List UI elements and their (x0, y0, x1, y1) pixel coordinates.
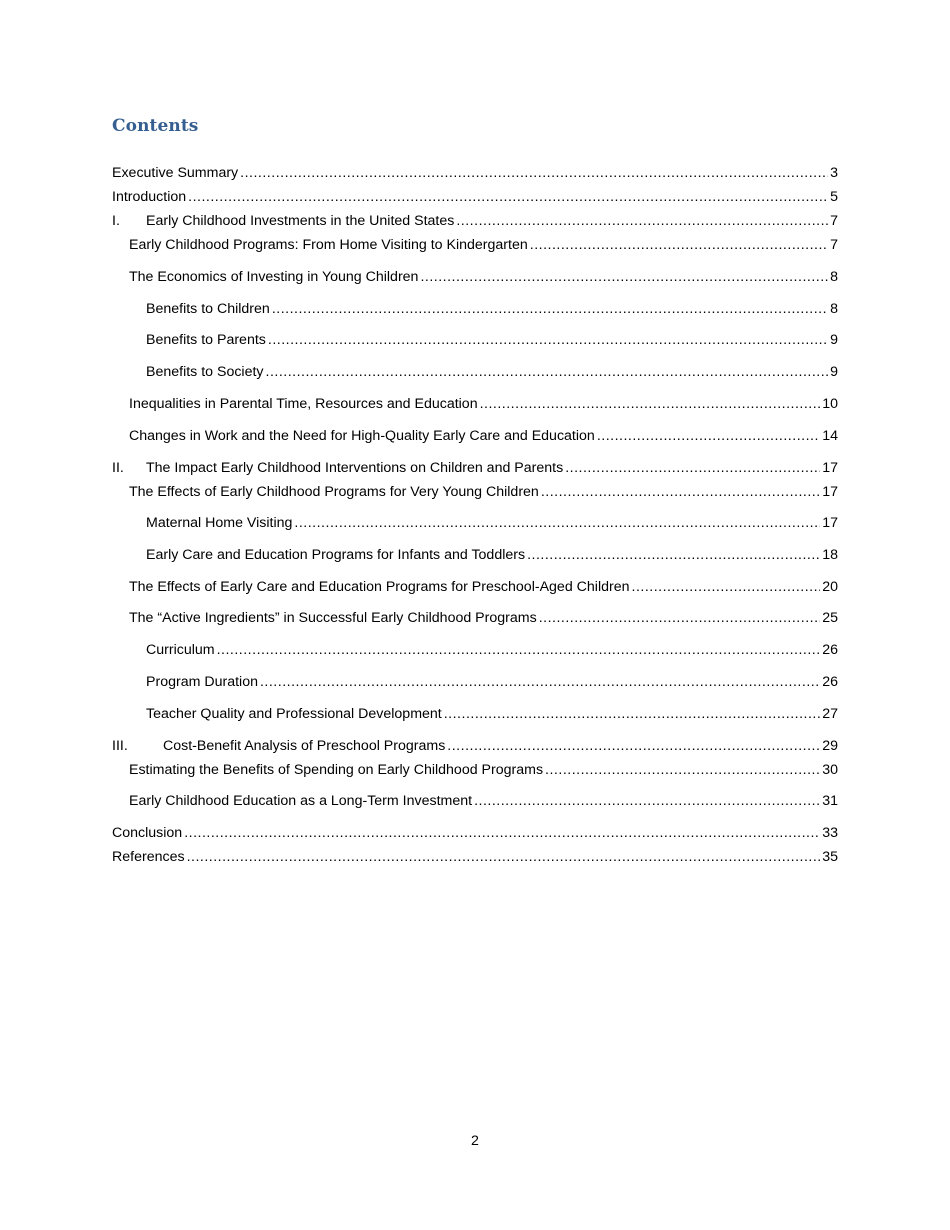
toc-entry-title: Introduction (112, 189, 187, 205)
toc-page-number: 7 (830, 237, 838, 253)
toc-entry-title: Maternal Home Visiting (146, 515, 293, 531)
toc-entry-title: Cost-Benefit Analysis of Preschool Programs (163, 738, 446, 754)
toc-leader-dots (187, 847, 821, 867)
toc-page-number: 5 (830, 189, 838, 205)
toc-entry-title: Executive Summary (112, 165, 239, 181)
toc-entry-economics-of-investing[interactable] (129, 267, 838, 287)
toc-entry-preschool-aged-children[interactable] (129, 577, 838, 597)
toc-entry-maternal-home-visiting[interactable] (146, 513, 838, 533)
toc-entry-active-ingredients[interactable] (129, 608, 838, 628)
toc-entry-title: Teacher Quality and Professional Development (146, 706, 442, 722)
toc-entry-title: Inequalities in Parental Time, Resources and Education (129, 396, 478, 412)
toc-leader-dots (530, 235, 828, 255)
toc-leader-dots (447, 736, 820, 756)
toc-page-number: 8 (830, 301, 838, 317)
toc-entry-executive-summary[interactable] (112, 163, 838, 183)
toc-page-number: 35 (822, 849, 838, 865)
toc-page-number: 17 (822, 515, 838, 531)
toc-entry-title: Early Childhood Investments in the United States (146, 213, 455, 229)
toc-entry-program-duration[interactable] (146, 672, 838, 692)
toc-page-number: 29 (822, 738, 838, 754)
toc-page-number: 31 (822, 793, 838, 809)
toc-entry-section-3[interactable] (112, 736, 838, 756)
toc-entry-title: The Impact Early Childhood Interventions on Children and Parents (146, 460, 564, 476)
toc-entry-curriculum[interactable] (146, 640, 838, 660)
toc-entry-title: The Effects of Early Care and Education Programs for Preschool-Aged Children (129, 579, 630, 595)
toc-page-number: 26 (822, 674, 838, 690)
toc-entry-title: Benefits to Parents (146, 332, 266, 348)
toc-leader-dots (240, 163, 828, 183)
toc-leader-dots (545, 760, 820, 780)
toc-leader-dots (294, 513, 820, 533)
toc-entry-benefits-to-parents[interactable] (146, 330, 838, 350)
toc-page-number: 25 (822, 610, 838, 626)
toc-entry-section-2[interactable] (112, 458, 838, 478)
toc-page-number: 14 (822, 428, 838, 444)
toc-page-number: 9 (830, 332, 838, 348)
toc-page-number: 10 (822, 396, 838, 412)
toc-page-number: 20 (822, 579, 838, 595)
toc-leader-dots (260, 672, 820, 692)
toc-entry-introduction[interactable] (112, 187, 838, 207)
toc-leader-dots (184, 823, 820, 843)
toc-leader-dots (527, 545, 820, 565)
footer-page-number: 2 (471, 1133, 479, 1149)
toc-leader-dots (444, 704, 820, 724)
toc-page-number: 3 (830, 165, 838, 181)
toc-page-number: 26 (822, 642, 838, 658)
toc-entry-conclusion[interactable] (112, 823, 838, 843)
toc-page-number: 33 (822, 825, 838, 841)
toc-page-number: 17 (822, 484, 838, 500)
toc-leader-dots (188, 187, 828, 207)
toc-leader-dots (632, 577, 821, 597)
toc-entry-title: The Effects of Early Childhood Programs for Very Young Children (129, 484, 539, 500)
toc-entry-title: Early Childhood Education as a Long-Term Investment (129, 793, 473, 809)
toc-leader-dots (474, 791, 820, 811)
toc-entry-title: Program Duration (146, 674, 258, 690)
toc-entry-title: Benefits to Children (146, 301, 270, 317)
toc-entry-estimating-benefits[interactable] (129, 760, 838, 780)
toc-leader-dots (217, 640, 821, 660)
toc-leader-dots (597, 426, 820, 446)
toc-page-number: 8 (830, 269, 838, 285)
toc-entry-effects-very-young-children[interactable] (129, 482, 838, 502)
toc-entry-title: Conclusion (112, 825, 183, 841)
toc-entry-early-childhood-programs[interactable] (129, 235, 838, 255)
toc-page-number: 9 (830, 364, 838, 380)
toc-page-number: 30 (822, 762, 838, 778)
toc-entry-teacher-quality[interactable] (146, 704, 838, 724)
toc-leader-dots (541, 482, 820, 502)
toc-entry-title: Curriculum (146, 642, 215, 658)
toc-leader-dots (420, 267, 828, 287)
toc-leader-dots (480, 394, 821, 414)
toc-entry-changes-in-work[interactable] (129, 426, 838, 446)
toc-leader-dots (456, 211, 828, 231)
toc-section-numeral: II. (112, 460, 124, 476)
toc-leader-dots (565, 458, 820, 478)
toc-entry-inequalities[interactable] (129, 394, 838, 414)
toc-entry-title: References (112, 849, 185, 865)
toc-page-number: 18 (822, 547, 838, 563)
toc-entry-title: Early Care and Education Programs for Infants and Toddlers (146, 547, 526, 563)
toc-entry-title: Changes in Work and the Need for High-Quality Early Care and Education (129, 428, 595, 444)
toc-entry-infants-and-toddlers[interactable] (146, 545, 838, 565)
toc-entry-title: The “Active Ingredients” in Successful Early Childhood Programs (129, 610, 537, 626)
toc-entry-section-1[interactable] (112, 211, 838, 231)
toc-entry-title: The Economics of Investing in Young Children (129, 269, 419, 285)
toc-entry-benefits-to-children[interactable] (146, 299, 838, 319)
toc-section-numeral: I. (112, 213, 120, 229)
toc-entry-title: Estimating the Benefits of Spending on Early Childhood Programs (129, 762, 544, 778)
toc-leader-dots (266, 362, 829, 382)
toc-entry-title: Early Childhood Programs: From Home Visiting to Kindergarten (129, 237, 528, 253)
toc-entry-references[interactable] (112, 847, 838, 867)
toc-page-number: 7 (830, 213, 838, 229)
toc-leader-dots (272, 299, 828, 319)
toc-section-numeral: III. (112, 738, 128, 754)
toc-entry-benefits-to-society[interactable] (146, 362, 838, 382)
contents-heading: Contents (112, 116, 199, 136)
toc-entry-title: Benefits to Society (146, 364, 264, 380)
toc-leader-dots (539, 608, 821, 628)
toc-page-number: 27 (822, 706, 838, 722)
toc-leader-dots (268, 330, 828, 350)
toc-entry-long-term-investment[interactable] (129, 791, 838, 811)
toc-page-number: 17 (822, 460, 838, 476)
